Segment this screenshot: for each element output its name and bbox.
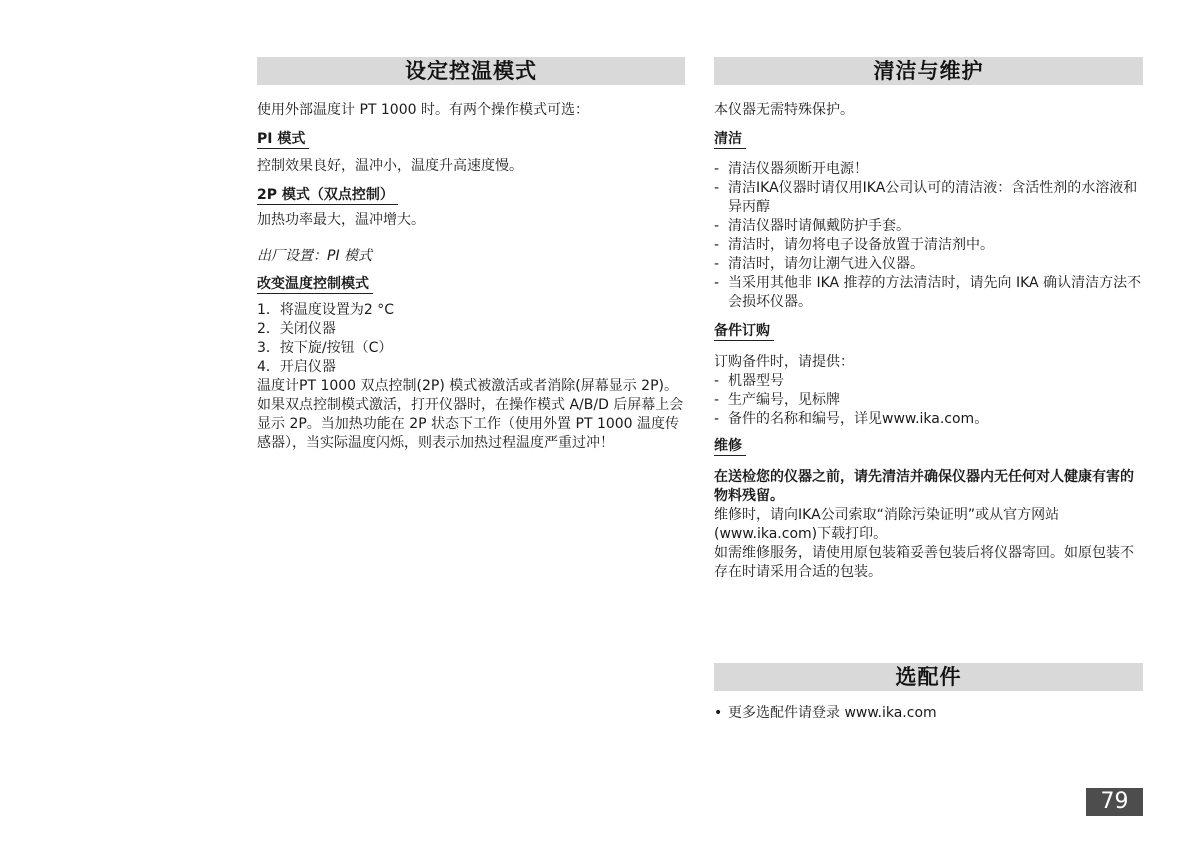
step-item: 1．将温度设置为2 °C (257, 302, 395, 318)
change-mode-heading: 改变温度控制模式 (257, 275, 373, 294)
repair-warning: 在送检您的仪器之前，请先清洁并确保仪器内无任何对人健康有害的物料残留。 (714, 469, 1134, 504)
clean-item: - 清洁仪器时请佩戴防护手套。 (714, 217, 1143, 236)
twop-mode-heading: 2P 模式（双点控制） (257, 186, 398, 205)
clean-item: - 清洁时，请勿让潮气进入仪器。 (714, 255, 1143, 274)
step-item: 3．按下旋/按钮（C） (257, 340, 393, 356)
cleaning-intro: 本仪器无需特殊保护。 (714, 102, 854, 118)
repair-certificate-text: 维修时，请向IKA公司索取“消除污染证明”或从官方网站(www.ika.com)下载打印。 (714, 507, 1060, 542)
parts-item: - 备件的名称和编号，详见www.ika.com。 (714, 410, 1143, 429)
repair-packaging-text: 如需维修服务，请使用原包装箱妥善包装后将仪器寄回。如原包装不存在时请采用合适的包装。 (714, 545, 1134, 580)
left-column (257, 57, 685, 453)
pi-mode-text: 控制效果良好，温冲小，温度升高速度慢。 (257, 158, 523, 174)
factory-setting: 出厂设置：PI 模式 (257, 248, 373, 264)
clean-item: - 清洁仪器须断开电源！ (714, 160, 1143, 179)
twop-warning-paragraph: 如果双点控制模式激活，打开仪器时，在操作模式 A/B/D 后屏幕上会显示 2P。当加热功能在 2P 状态下工作（使用外置 PT 1000 温度传感器），当实际温度闪烁，则表示加热过程温度严重过冲！ (257, 397, 684, 451)
clean-item: - 清洁时，请勿将电子设备放置于清洁剂中。 (714, 236, 1143, 255)
accessories-item: • 更多选配件请登录 www.ika.com (714, 704, 1143, 723)
step-item: 2．关闭仪器 (257, 321, 336, 337)
right-column (714, 57, 1143, 582)
steps-list (257, 301, 685, 377)
parts-heading: 备件订购 (714, 322, 774, 341)
accessories-section (714, 663, 1143, 723)
pt1000-paragraph: 温度计PT 1000 双点控制(2P) 模式被激活或者消除(屏幕显示 2P)。 (257, 378, 678, 394)
clean-item: - 清洁IKA仪器时请仅用IKA公司认可的清洁液：含活性剂的水溶液和异丙醇 (714, 179, 1143, 217)
section-title-accessories: 选配件 (714, 663, 1143, 691)
section-title-cleaning: 清洁与维护 (714, 57, 1143, 85)
pi-mode-heading: PI 模式 (257, 130, 309, 149)
step-item: 4．开启仪器 (257, 359, 336, 375)
repair-heading: 维修 (714, 437, 746, 456)
page-number: 79 (1086, 788, 1143, 816)
temp-mode-intro: 使用外部温度计 PT 1000 时。有两个操作模式可选： (257, 102, 589, 118)
clean-heading: 清洁 (714, 130, 746, 149)
parts-list (714, 372, 1143, 429)
parts-item: - 机器型号 (714, 372, 1143, 391)
parts-intro: 订购备件时，请提供： (714, 354, 854, 370)
parts-item: - 生产编号，见标牌 (714, 391, 1143, 410)
twop-mode-text: 加热功率最大，温冲增大。 (257, 212, 425, 228)
section-title-temperature-mode: 设定控温模式 (257, 57, 685, 85)
clean-list (714, 160, 1143, 312)
clean-item: - 当采用其他非 IKA 推荐的方法清洁时，请先向 IKA 确认清洁方法不会损坏仪器。 (714, 274, 1143, 312)
